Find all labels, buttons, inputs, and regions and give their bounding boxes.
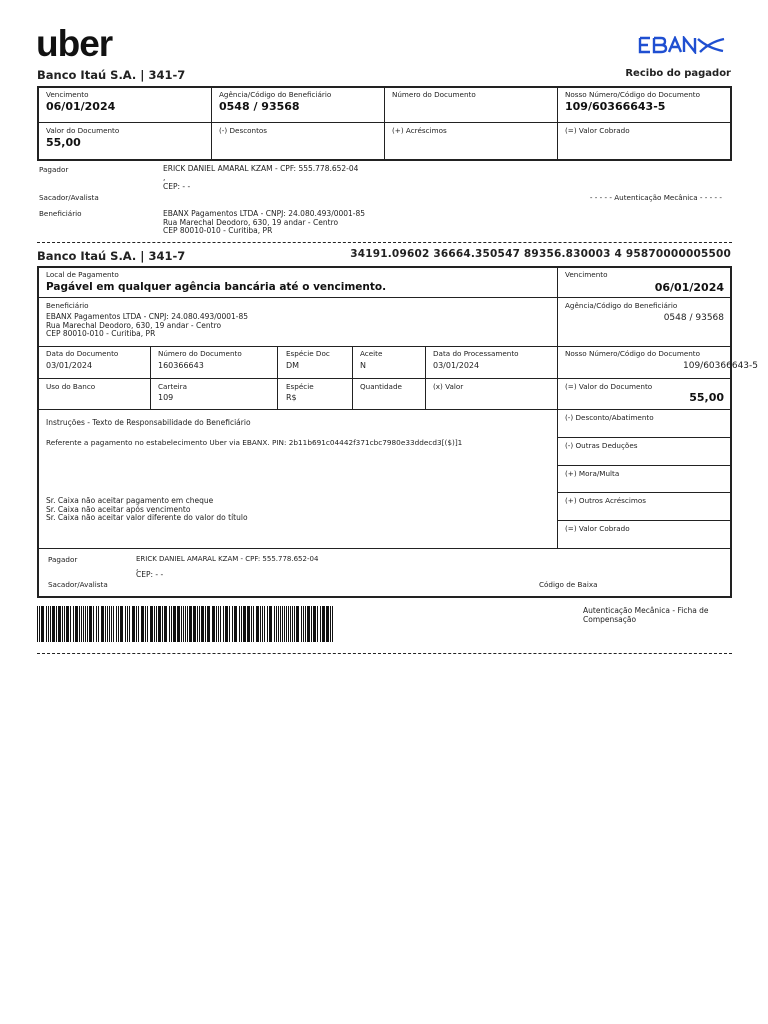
divider xyxy=(557,437,732,438)
slip-pagador-comma: , xyxy=(136,563,139,572)
receipt-valor-cobrado-label: (=) Valor Cobrado xyxy=(565,126,630,135)
slip-mora-label: (+) Mora/Multa xyxy=(565,469,620,478)
divider xyxy=(384,87,385,160)
barcode-bar xyxy=(62,606,63,642)
receipt-sacador-label: Sacador/Avalista xyxy=(39,193,99,202)
slip-quantidade-label: Quantidade xyxy=(360,382,402,391)
barcode-bar xyxy=(85,606,86,642)
receipt-agencia-value: 0548 / 93568 xyxy=(219,100,300,113)
slip-instrucao-caixa-line: Sr. Caixa não aceitar após vencimento xyxy=(46,504,191,514)
barcode-bar xyxy=(58,606,61,642)
barcode-bar xyxy=(229,606,230,642)
barcode-bar xyxy=(83,606,84,642)
divider xyxy=(37,548,732,549)
barcode-bar xyxy=(234,606,237,642)
barcode-bar xyxy=(201,606,204,642)
slip-data-proc-value: 03/01/2024 xyxy=(433,361,480,370)
barcode-bar xyxy=(232,606,233,642)
barcode-bar xyxy=(286,606,287,642)
barcode-bar xyxy=(107,606,108,642)
barcode-bar xyxy=(197,606,198,642)
barcode-bar xyxy=(305,606,306,642)
slip-linha-digitavel: 34191.09602 36664.350547 89356.830003 4 95870000005500 xyxy=(350,248,731,260)
barcode-bar xyxy=(150,606,153,642)
barcode-bar xyxy=(320,606,321,642)
slip-pagador-value: ERICK DANIEL AMARAL KZAM - CPF: 555.778.652-04 xyxy=(136,555,319,563)
barcode-bar xyxy=(129,606,130,642)
slip-data-doc-value: 03/01/2024 xyxy=(46,361,93,370)
barcode-bar xyxy=(223,606,224,642)
barcode-bar xyxy=(66,606,69,642)
slip-valor-doc-label: (=) Valor do Documento xyxy=(565,382,653,391)
receipt-bank-name: Banco Itaú S.A. | 341-7 xyxy=(37,68,186,82)
barcode-bar xyxy=(284,606,285,642)
slip-uso-banco-label: Uso do Banco xyxy=(46,382,96,391)
barcode-bar xyxy=(292,606,293,642)
barcode-bar xyxy=(79,606,80,642)
barcode-bar xyxy=(162,606,163,642)
receipt-valor-doc-label: Valor do Documento xyxy=(46,126,120,135)
barcode-bar xyxy=(138,606,139,642)
slip-beneficiario-line: EBANX Pagamentos LTDA - CNPJ: 24.080.493/0001-85 xyxy=(46,312,249,321)
barcode-bar xyxy=(220,606,221,642)
barcode-bar xyxy=(52,606,55,642)
divider xyxy=(557,465,732,466)
slip-cep: CEP: - - xyxy=(136,570,164,579)
divider xyxy=(557,87,558,160)
barcode-bar xyxy=(113,606,114,642)
slip-carteira-label: Carteira xyxy=(158,382,187,391)
barcode-bar xyxy=(313,606,316,642)
ebanx-logo xyxy=(638,36,730,54)
receipt-beneficiario-line: EBANX Pagamentos LTDA - CNPJ: 24.080.493/0001-85 xyxy=(163,209,366,218)
slip-local-value: Pagável em qualquer agência bancária até o vencimento. xyxy=(46,281,387,293)
barcode-bar xyxy=(39,606,40,642)
receipt-agencia-label: Agência/Código do Beneficiário xyxy=(219,90,332,99)
barcode-bar xyxy=(251,606,252,642)
divider xyxy=(150,346,151,409)
barcode-bar xyxy=(98,606,99,642)
barcode-bar xyxy=(89,606,92,642)
slip-sacador-label: Sacador/Avalista xyxy=(48,580,108,589)
barcode-bar xyxy=(199,606,200,642)
barcode-bar xyxy=(218,606,219,642)
barcode-bar xyxy=(50,606,51,642)
divider xyxy=(557,267,558,548)
slip-carteira-value: 109 xyxy=(158,393,174,402)
slip-instrucao-caixa-line: Sr. Caixa não aceitar pagamento em cheque xyxy=(46,496,214,505)
slip-valor-cobrado-label: (=) Valor Cobrado xyxy=(565,524,630,533)
barcode-bar xyxy=(239,606,240,642)
barcode-bar xyxy=(317,606,318,642)
divider xyxy=(557,520,732,521)
barcode-bar xyxy=(141,606,144,642)
slip-especie-doc-value: DM xyxy=(286,361,300,370)
slip-desconto-label: (-) Desconto/Abatimento xyxy=(565,413,654,422)
slip-especie-value: R$ xyxy=(286,393,297,402)
slip-especie-doc-label: Espécie Doc xyxy=(286,349,330,358)
barcode-bar xyxy=(212,606,215,642)
barcode-bar xyxy=(41,606,44,642)
barcode-bar xyxy=(136,606,137,642)
barcode-bar xyxy=(75,606,78,642)
barcode-bar xyxy=(64,606,65,642)
barcode-bar xyxy=(216,606,217,642)
receipt-title: Recibo do pagador xyxy=(625,68,731,79)
slip-beneficiario-line: Rua Marechal Deodoro, 630, 19 andar - Centro xyxy=(46,320,222,330)
barcode-bar xyxy=(105,606,106,642)
barcode-bar xyxy=(267,606,268,642)
receipt-nosso-numero-label: Nosso Número/Código do Documento xyxy=(565,90,701,99)
receipt-cep: CEP: - - xyxy=(163,182,191,191)
barcode-bar xyxy=(282,606,283,642)
barcode-bar xyxy=(125,606,126,642)
receipt-beneficiario-line: Rua Marechal Deodoro, 630, 19 andar - Centro xyxy=(163,217,339,227)
barcode-bar xyxy=(307,606,310,642)
barcode-bar xyxy=(193,606,196,642)
slip-beneficiario-label: Beneficiário xyxy=(46,301,89,310)
barcode-bar xyxy=(81,606,82,642)
receipt-nosso-numero-value: 109/60366643-5 xyxy=(565,100,666,113)
barcode-bar xyxy=(109,606,110,642)
slip-data-proc-label: Data do Processamento xyxy=(433,349,519,358)
receipt-autenticacao: - - - - - Autenticação Mecânica - - - - - xyxy=(589,193,722,202)
divider xyxy=(37,409,732,410)
barcode-bar xyxy=(116,606,117,642)
barcode-bar xyxy=(225,606,228,642)
uber-logo xyxy=(36,28,136,62)
barcode-bar xyxy=(37,606,38,642)
divider xyxy=(352,346,353,409)
slip-numero-doc-value: 160366643 xyxy=(158,361,204,370)
barcode-bar xyxy=(132,606,135,642)
receipt-valor-doc-value: 55,00 xyxy=(46,136,81,149)
barcode-bar xyxy=(101,606,104,642)
barcode-bar xyxy=(303,606,304,642)
barcode-bar xyxy=(330,606,331,642)
ebanx-logo-graphic xyxy=(638,36,730,54)
barcode-bar xyxy=(156,606,157,642)
barcode-bar xyxy=(290,606,291,642)
barcode-bar xyxy=(187,606,188,642)
slip-bank-name: Banco Itaú S.A. | 341-7 xyxy=(37,249,186,263)
uber-logo-text: Uber xyxy=(36,28,113,62)
barcode-bar xyxy=(118,606,119,642)
receipt-descontos-label: (-) Descontos xyxy=(219,126,268,135)
receipt-pagador-label: Pagador xyxy=(39,165,69,174)
barcode-bar xyxy=(154,606,155,642)
receipt-beneficiario-value xyxy=(163,210,365,236)
divider xyxy=(37,378,732,379)
barcode-bar xyxy=(73,606,74,642)
barcode-bar xyxy=(253,606,254,642)
slip-x-valor-label: (x) Valor xyxy=(433,382,464,391)
slip-especie-label: Espécie xyxy=(286,382,314,391)
slip-outras-deducoes-label: (-) Outras Deduções xyxy=(565,441,638,450)
slip-valor-doc-value: 55,00 xyxy=(689,391,724,404)
barcode-bar xyxy=(207,606,210,642)
barcode-bar xyxy=(93,606,94,642)
receipt-beneficiario-label: Beneficiário xyxy=(39,209,82,218)
slip-codigo-baixa-label: Código de Baixa xyxy=(539,580,598,589)
slip-local-label: Local de Pagamento xyxy=(46,270,119,279)
slip-outros-acrescimos-label: (+) Outros Acréscimos xyxy=(565,496,646,505)
slip-instrucoes-label: Instruções - Texto de Responsabilidade do Beneficiário xyxy=(46,418,251,427)
barcode-bar xyxy=(177,606,180,642)
barcode-bar xyxy=(264,606,265,642)
barcode-bar xyxy=(274,606,275,642)
divider xyxy=(211,87,212,160)
slip-nosso-numero-value: 109/60366643-5 xyxy=(683,361,758,371)
slip-numero-doc-label: Número do Documento xyxy=(158,349,242,358)
barcode-bar xyxy=(243,606,246,642)
slip-vencimento-label: Vencimento xyxy=(565,270,608,279)
barcode-bar xyxy=(70,606,71,642)
slip-aceite-label: Aceite xyxy=(360,349,383,358)
barcode-bar xyxy=(260,606,261,642)
barcode-bar xyxy=(311,606,312,642)
slip-agencia-value: 0548 / 93568 xyxy=(663,313,724,323)
barcode-bar xyxy=(262,606,263,642)
barcode-bar xyxy=(294,606,295,642)
barcode-bar xyxy=(181,606,182,642)
slip-instrucao-caixa-line: Sr. Caixa não aceitar valor diferente do valor do título xyxy=(46,513,248,523)
divider xyxy=(557,492,732,493)
barcode-bar xyxy=(301,606,302,642)
divider xyxy=(37,297,732,298)
barcode-bar xyxy=(332,606,333,642)
slip-pagador-label: Pagador xyxy=(48,555,78,564)
slip-vencimento-value: 06/01/2024 xyxy=(654,281,724,294)
barcode-graphic xyxy=(37,606,337,642)
barcode-bar xyxy=(247,606,250,642)
barcode-bar xyxy=(322,606,325,642)
barcode-bar xyxy=(127,606,128,642)
barcode-bar xyxy=(147,606,148,642)
receipt-pagador-value: ERICK DANIEL AMARAL KZAM - CPF: 555.778.652-04 xyxy=(163,164,359,173)
barcode xyxy=(37,606,337,642)
cut-line xyxy=(37,242,732,243)
slip-instrucoes-caixa xyxy=(46,497,248,523)
receipt-vencimento-value: 06/01/2024 xyxy=(46,100,116,113)
barcode-bar xyxy=(111,606,112,642)
divider xyxy=(425,346,426,409)
receipt-beneficiario-line: CEP 80010-010 - Curitiba, PR xyxy=(163,226,273,236)
slip-autenticacao-ficha xyxy=(583,607,709,624)
receipt-pagador-comma: , xyxy=(163,173,166,182)
barcode-bar xyxy=(185,606,186,642)
barcode-bar xyxy=(189,606,192,642)
barcode-bar xyxy=(280,606,281,642)
barcode-bar xyxy=(96,606,97,642)
slip-agencia-label: Agência/Código do Beneficiário xyxy=(565,301,678,310)
barcode-bar xyxy=(145,606,146,642)
barcode-bar xyxy=(56,606,57,642)
barcode-bar xyxy=(169,606,170,642)
slip-nosso-numero-label: Nosso Número/Código do Documento xyxy=(565,349,701,358)
barcode-bar xyxy=(183,606,184,642)
barcode-bar xyxy=(296,606,299,642)
barcode-bar xyxy=(241,606,242,642)
cut-line xyxy=(37,653,732,654)
slip-autenticacao-ficha-line: Autenticação Mecânica - Ficha de xyxy=(583,606,709,615)
barcode-bar xyxy=(278,606,279,642)
barcode-bar xyxy=(288,606,289,642)
receipt-vencimento-label: Vencimento xyxy=(46,90,89,99)
barcode-bar xyxy=(120,606,123,642)
barcode-bar xyxy=(326,606,329,642)
barcode-bar xyxy=(158,606,161,642)
slip-data-doc-label: Data do Documento xyxy=(46,349,119,358)
slip-beneficiario-value xyxy=(46,313,248,339)
barcode-bar xyxy=(269,606,272,642)
slip-instrucao-referente: Referente a pagamento no estabelecimento Uber via EBANX. PIN: 2b11b691c04442f371cbc7980e33ddecd3[($)]1 xyxy=(46,438,463,447)
slip-aceite-value: N xyxy=(360,361,366,370)
barcode-bar xyxy=(46,606,47,642)
barcode-bar xyxy=(173,606,176,642)
divider xyxy=(37,346,732,347)
barcode-bar xyxy=(164,606,167,642)
barcode-bar xyxy=(276,606,277,642)
uber-logo-graphic xyxy=(36,28,136,62)
slip-autenticacao-ficha-line: Compensação xyxy=(583,614,637,624)
receipt-acrescimos-label: (+) Acréscimos xyxy=(392,126,447,135)
barcode-bar xyxy=(87,606,88,642)
barcode-bar xyxy=(171,606,172,642)
slip-beneficiario-line: CEP 80010-010 - Curitiba, PR xyxy=(46,329,156,339)
receipt-numero-doc-label: Número do Documento xyxy=(392,90,476,99)
barcode-bar xyxy=(205,606,206,642)
divider xyxy=(277,346,278,409)
barcode-bar xyxy=(48,606,49,642)
barcode-bar xyxy=(256,606,259,642)
